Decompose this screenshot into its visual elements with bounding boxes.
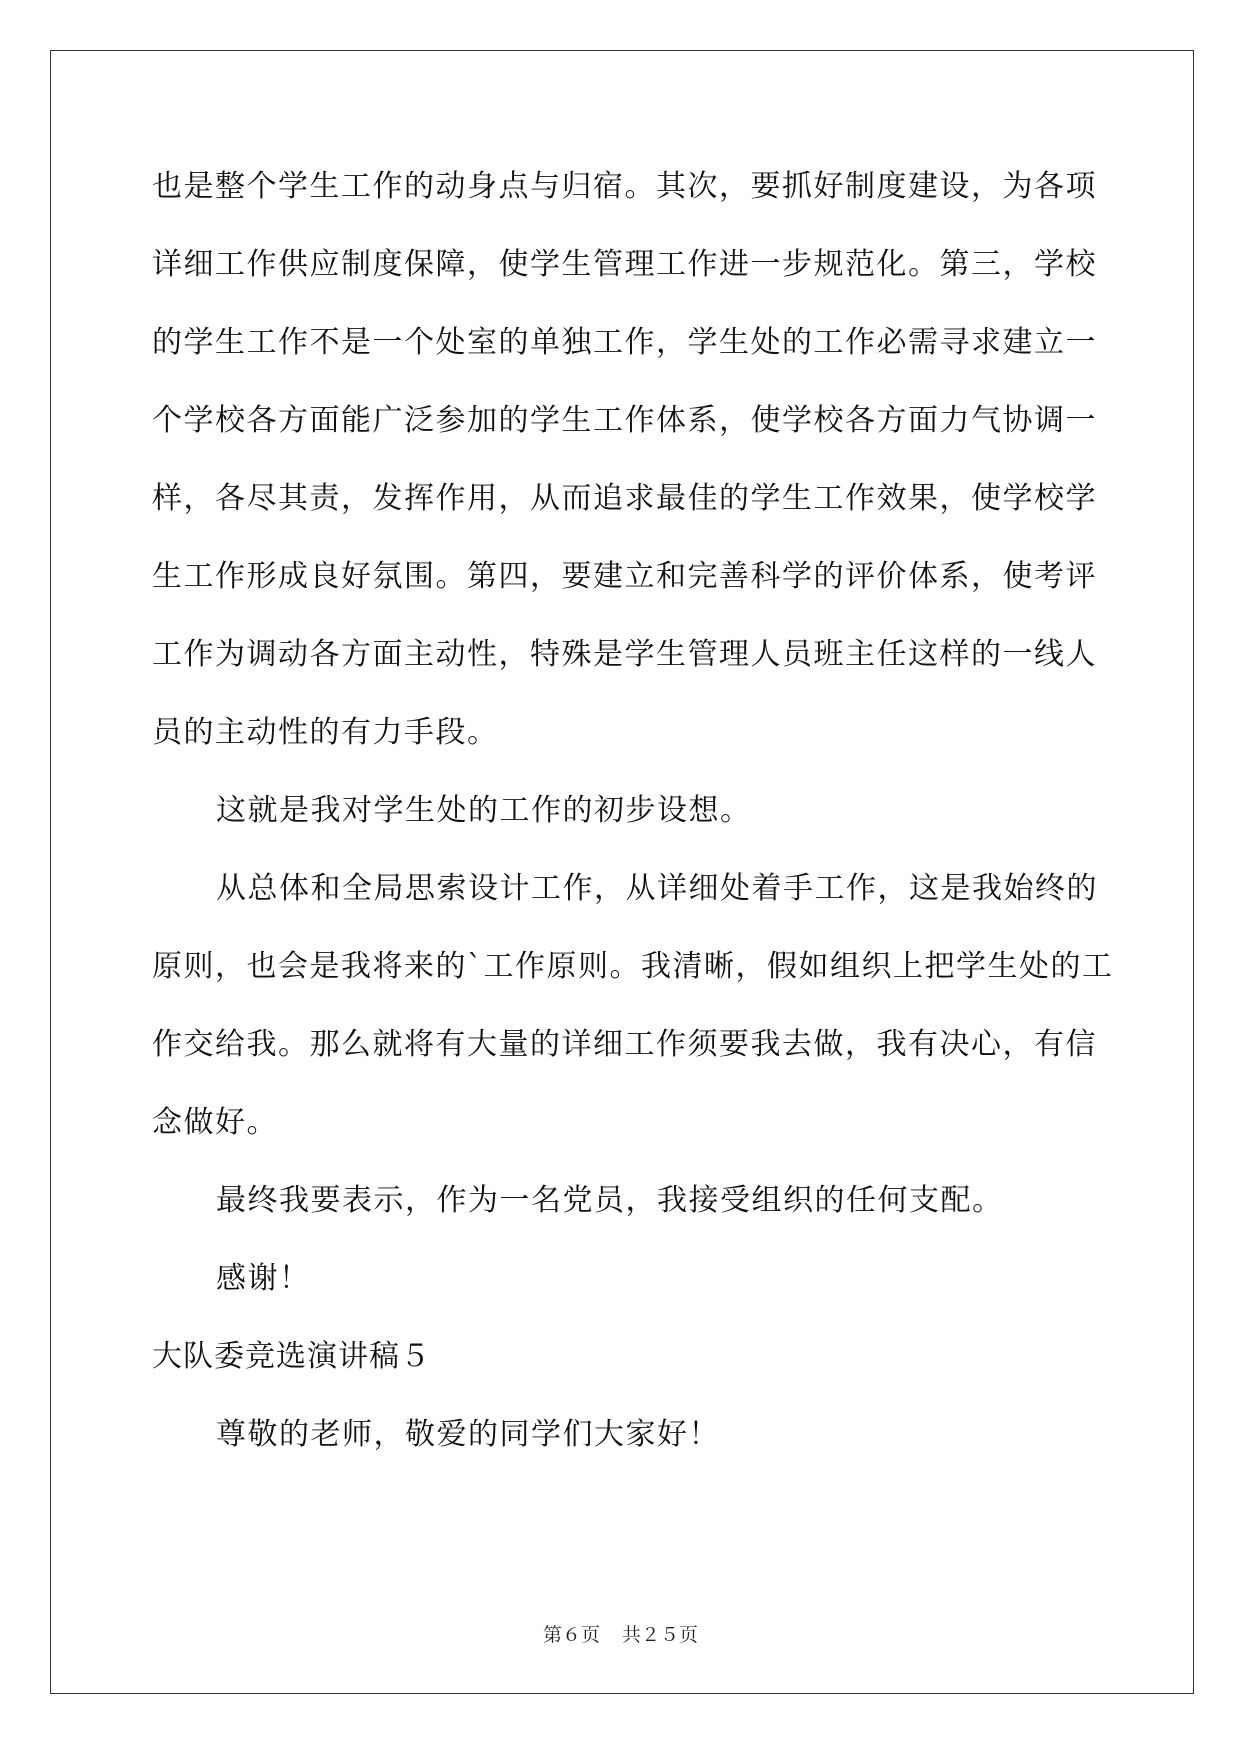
text-line: 从总体和全局思索设计工作，从详细处着手工作，这是我始终的	[216, 871, 1098, 906]
section-heading: 大队委竞选演讲稿５	[152, 1339, 431, 1374]
text-line: 的学生工作不是一个处室的单独工作，学生处的工作必需寻求建立一	[152, 325, 1097, 360]
text-line: 员的主动性的有力手段。	[152, 715, 499, 750]
text-line: 个学校各方面能广泛参加的学生工作体系，使学校各方面力气协调一	[152, 403, 1097, 438]
page-total: 共２５页	[622, 1624, 699, 1646]
text-line: 详细工作供应制度保障，使学生管理工作进一步规范化。第三，学校	[152, 247, 1097, 282]
paragraph-continuation	[152, 148, 1097, 772]
paragraph-preliminary: 这就是我对学生处的工作的初步设想。	[216, 793, 752, 828]
text-line: 原则，也会是我将来的`工作原则。我清晰，假如组织上把学生处的工	[152, 949, 1114, 984]
paragraph-final: 最终我要表示，作为一名党员，我接受组织的任何支配。	[216, 1183, 1004, 1218]
text-line: 生工作形成良好氛围。第四，要建立和完善科学的评价体系，使考评	[152, 559, 1097, 594]
page-number: 第６页	[542, 1624, 600, 1646]
page-footer	[0, 1620, 1241, 1647]
document-body	[152, 148, 1114, 1474]
text-line: 念做好。	[152, 1105, 278, 1140]
text-line: 作交给我。那么就将有大量的详细工作须要我去做，我有决心，有信	[152, 1027, 1097, 1062]
paragraph-principles	[152, 850, 1114, 1162]
paragraph-greeting: 尊敬的老师，敬爱的同学们大家好！	[216, 1417, 720, 1452]
text-line: 工作为调动各方面主动性，特殊是学生管理人员班主任这样的一线人	[152, 637, 1097, 672]
paragraph-thanks: 感谢！	[216, 1261, 311, 1296]
text-line: 也是整个学生工作的动身点与归宿。其次，要抓好制度建设，为各项	[152, 169, 1097, 204]
text-line: 样，各尽其责，发挥作用，从而追求最佳的学生工作效果，使学校学	[152, 481, 1097, 516]
